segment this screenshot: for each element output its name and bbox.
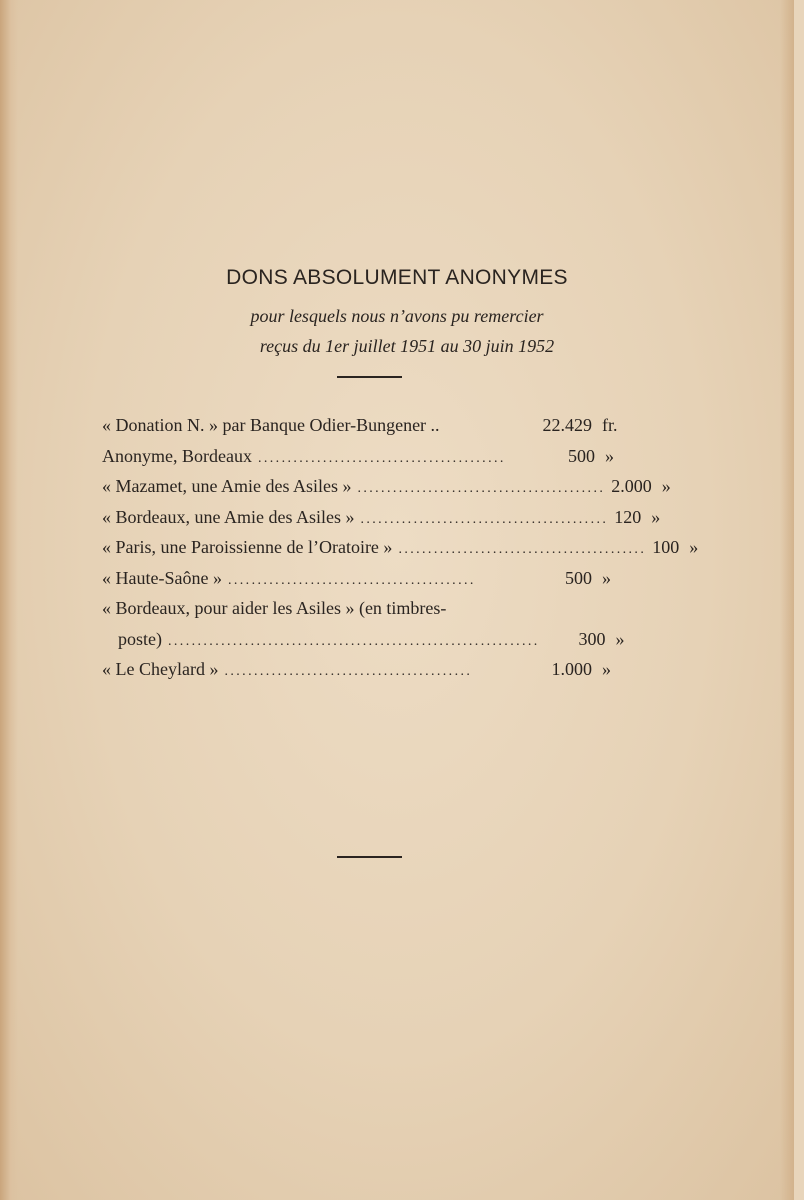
donation-amount: 22.429 bbox=[542, 415, 592, 435]
leader-dots: ............................................................... bbox=[168, 633, 540, 649]
donation-amount: 500 bbox=[565, 567, 592, 588]
donation-unit: » bbox=[615, 628, 625, 649]
donation-unit: » bbox=[689, 537, 699, 557]
donation-label: poste) bbox=[118, 628, 162, 649]
donation-unit: » bbox=[602, 659, 611, 679]
page-edge-shadow-right bbox=[780, 0, 794, 1200]
donation-row bbox=[102, 659, 642, 690]
donation-unit: » bbox=[651, 506, 661, 527]
divider-bottom bbox=[337, 856, 402, 858]
donation-row bbox=[102, 476, 671, 507]
donation-row bbox=[102, 506, 661, 538]
leader-dots: .......................................... bbox=[360, 511, 609, 527]
leader-dots: .......................................... bbox=[257, 450, 506, 466]
donation-row bbox=[102, 598, 642, 629]
donation-row bbox=[102, 415, 642, 446]
donation-label: « Donation N. » par Banque Odier-Bungener .. bbox=[102, 415, 440, 435]
donation-unit: » bbox=[605, 445, 615, 466]
donation-unit: fr. bbox=[602, 415, 618, 435]
leader-dots: .......................................... bbox=[227, 572, 476, 588]
donation-label: « Haute-Saône » bbox=[102, 567, 222, 588]
subtitle-line-1: pour lesquels nous n’avons pu remercier bbox=[250, 306, 544, 326]
donation-amount: 300 bbox=[578, 628, 606, 649]
donation-label: « Bordeaux, pour aider les Asiles » (en timbres- bbox=[102, 598, 447, 618]
donation-row bbox=[102, 446, 642, 477]
donation-unit: » bbox=[661, 476, 671, 496]
donation-amount: 2.000 bbox=[611, 476, 652, 496]
leader-dots: .......................................... bbox=[224, 664, 473, 679]
donation-label: « Paris, une Paroissienne de l’Oratoire » bbox=[102, 537, 393, 557]
donation-amount: 1.000 bbox=[551, 659, 592, 679]
donation-amount: 100 bbox=[652, 537, 680, 557]
donation-label: « Le Cheylard » bbox=[102, 659, 219, 679]
donation-amount: 120 bbox=[614, 506, 642, 527]
page-title: DONS ABSOLUMENT ANONYMES bbox=[226, 266, 568, 289]
donation-label: « Mazamet, une Amie des Asiles » bbox=[102, 476, 352, 496]
donation-unit: » bbox=[602, 567, 611, 588]
donation-list bbox=[102, 415, 699, 690]
donation-row bbox=[102, 568, 642, 599]
divider-top bbox=[337, 376, 402, 378]
donation-label: Anonyme, Bordeaux bbox=[102, 445, 252, 466]
donation-amount: 500 bbox=[568, 445, 596, 466]
page-edge-shadow bbox=[0, 0, 18, 1200]
subtitle-line-2: reçus du 1er juillet 1951 au 30 juin 1952 bbox=[259, 336, 555, 356]
donation-row-continuation bbox=[102, 629, 642, 660]
donation-label: « Bordeaux, une Amie des Asiles » bbox=[102, 506, 355, 527]
leader-dots: .......................................... bbox=[398, 542, 647, 557]
leader-dots: .......................................... bbox=[357, 481, 606, 496]
donation-row bbox=[102, 537, 699, 568]
